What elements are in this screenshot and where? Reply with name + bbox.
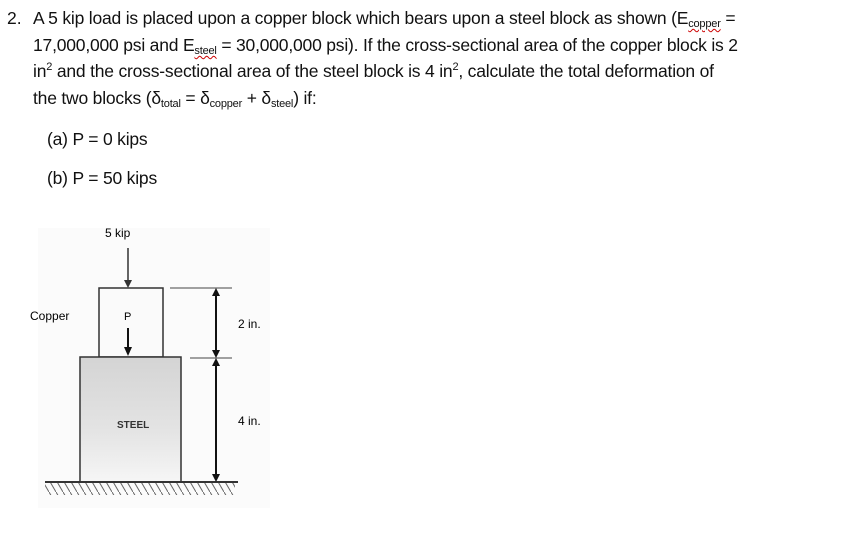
- text: = 30,000,000 psi). If the cross-sectional area of the copper block is 2: [216, 35, 738, 55]
- text: 17,000,000 psi and E: [33, 35, 195, 55]
- dim-copper-label: 2 in.: [238, 317, 261, 331]
- subscript-steel: steel: [194, 45, 217, 57]
- text: the two blocks (δ: [33, 88, 161, 108]
- case-b: (b) P = 50 kips: [47, 168, 157, 188]
- subscript-copper: copper: [688, 18, 721, 30]
- text: =: [720, 8, 736, 28]
- case-a: (a) P = 0 kips: [47, 129, 148, 149]
- ground: [45, 482, 238, 495]
- copper-label: Copper: [30, 309, 70, 323]
- superscript: 2: [46, 61, 53, 73]
- subscript-copper: copper: [209, 98, 243, 110]
- superscript: 2: [452, 61, 459, 73]
- problem-number: 2.: [7, 8, 22, 28]
- text: and the cross-sectional area of the steel block is 4 in: [52, 61, 453, 81]
- load-label: 5 kip: [105, 226, 131, 240]
- text: ) if:: [293, 88, 317, 108]
- p-label: P: [124, 311, 132, 323]
- subscript-steel: steel: [270, 98, 294, 110]
- text: in: [33, 61, 47, 81]
- subscript-total: total: [160, 98, 181, 110]
- text: A 5 kip load is placed upon a copper block which bears upon a steel block as shown (E: [33, 8, 689, 28]
- dim-steel-label: 4 in.: [238, 414, 261, 428]
- text: + δ: [242, 88, 271, 108]
- text: , calculate the total deformation of: [458, 61, 714, 81]
- text: = δ: [180, 88, 210, 108]
- steel-label: STEEL: [117, 420, 150, 431]
